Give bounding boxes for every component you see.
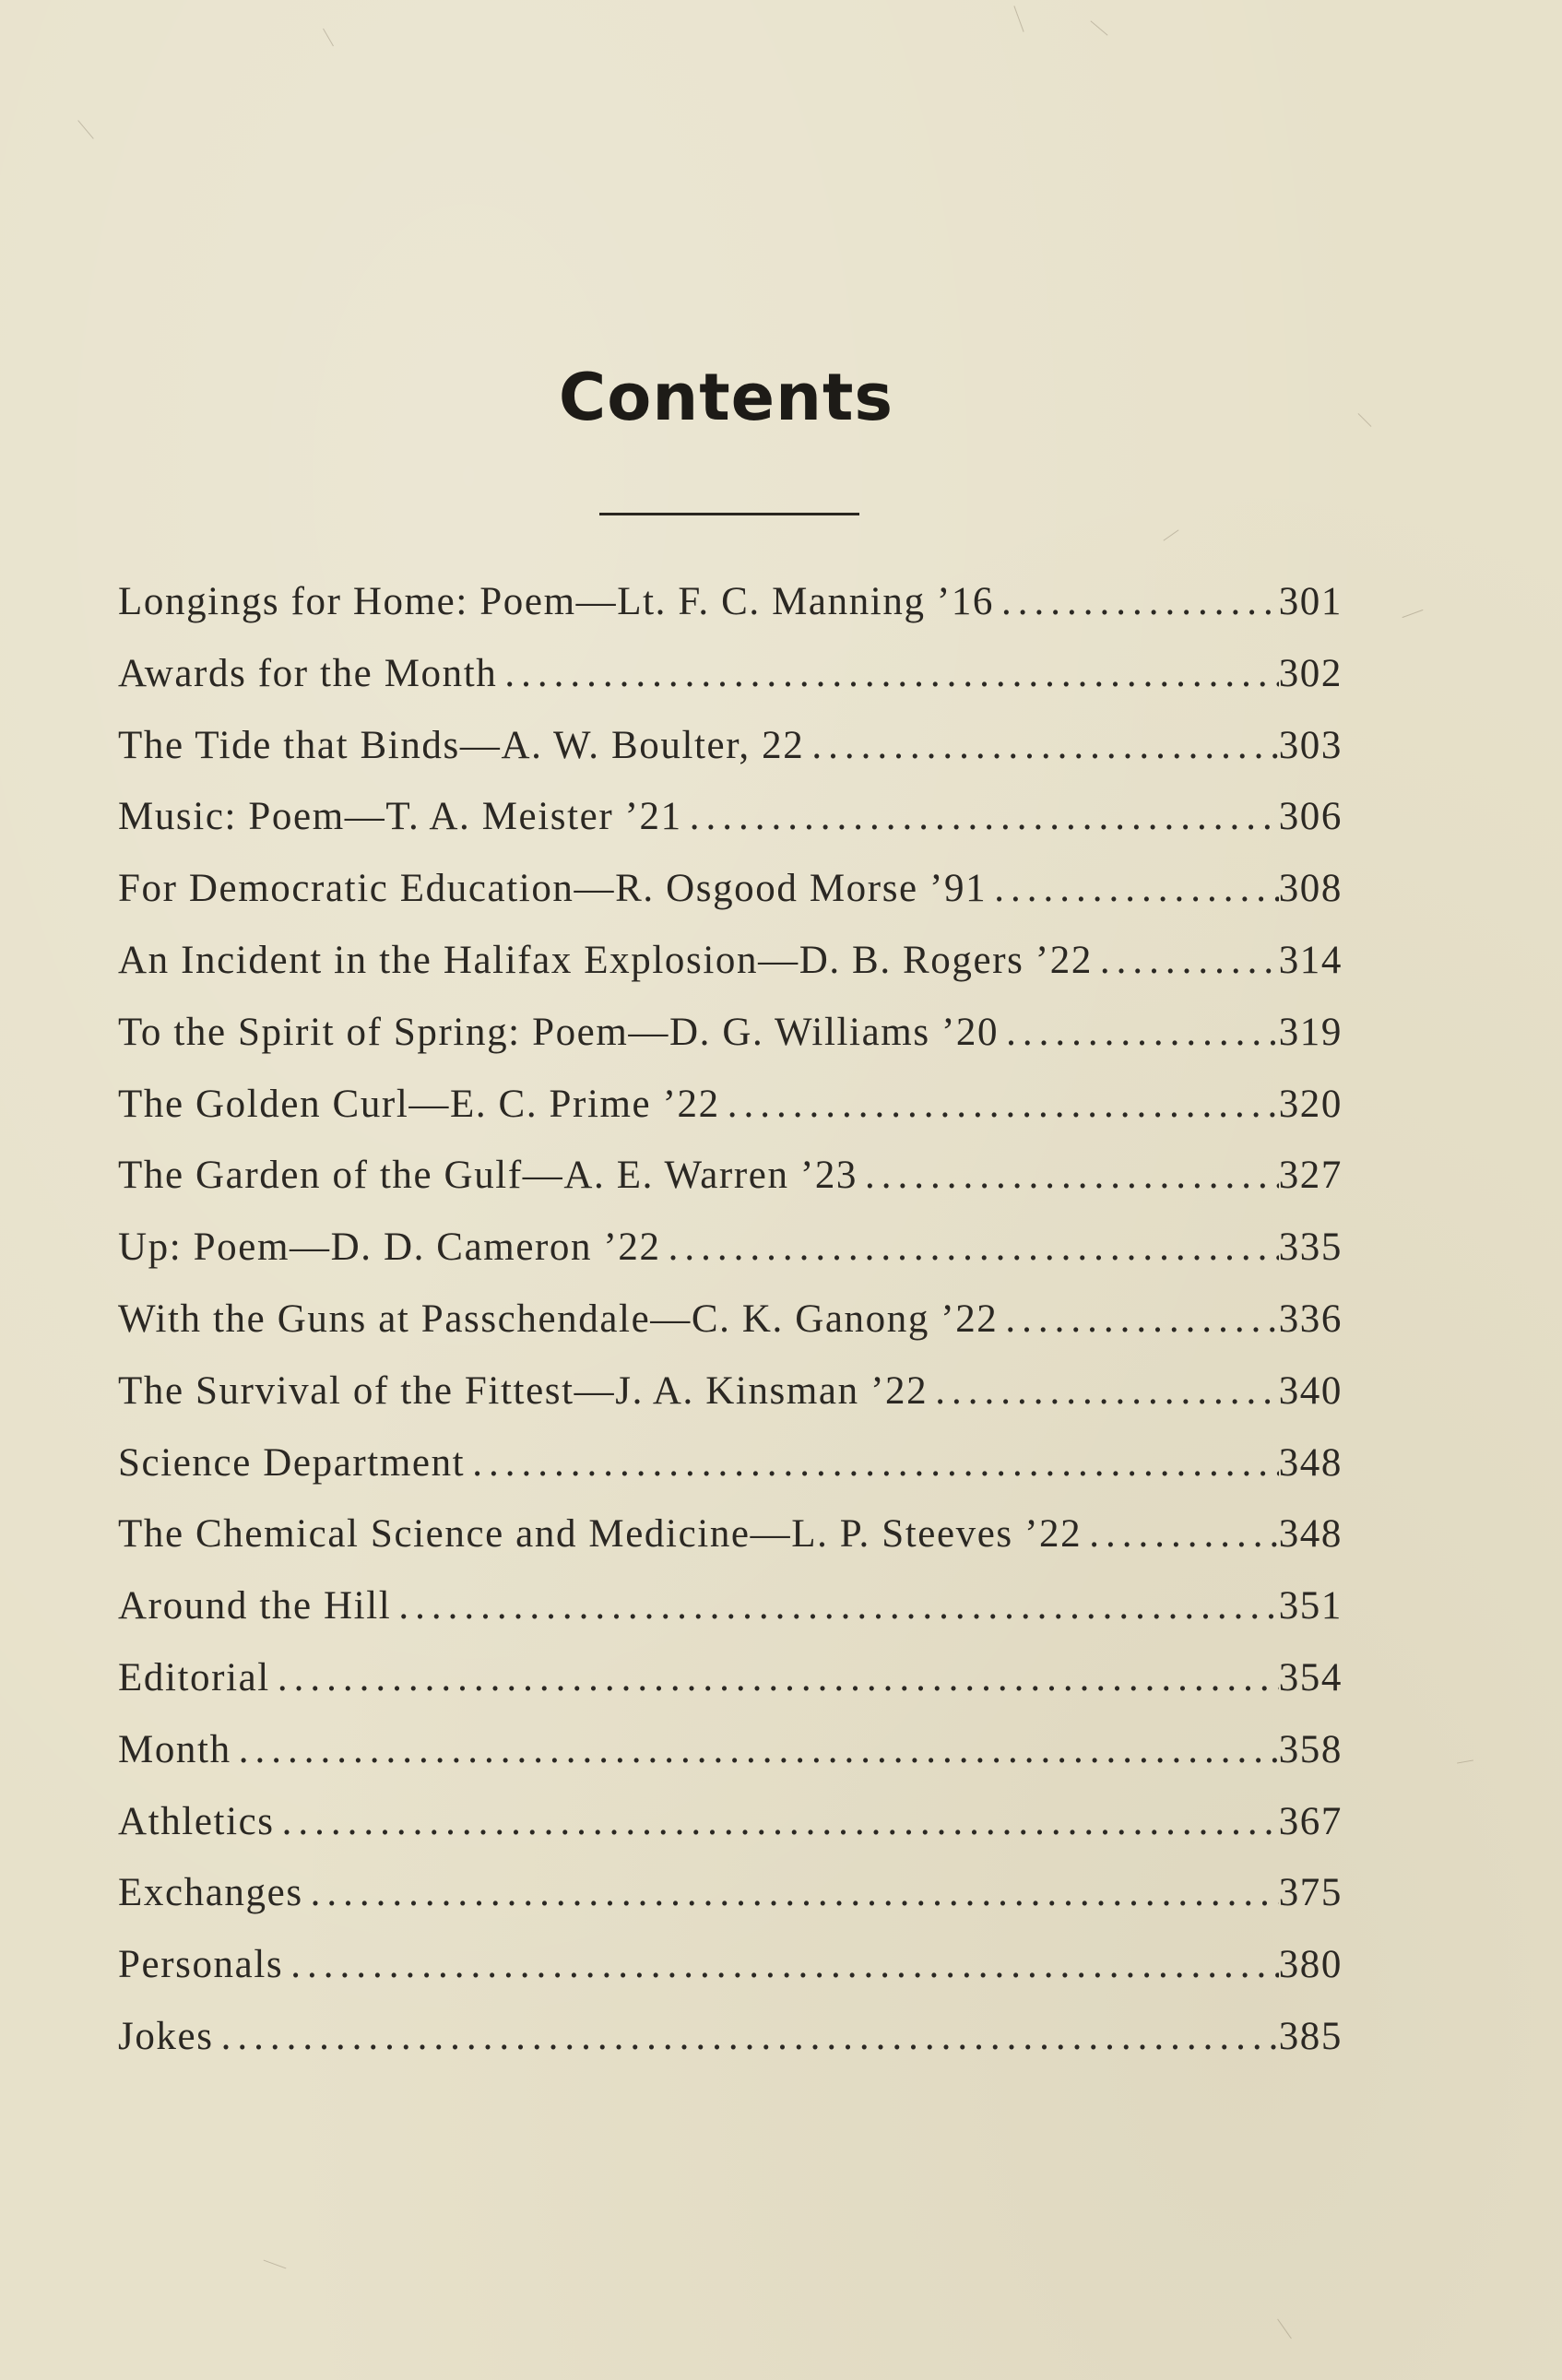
toc-entry-page: 367 [1278,1799,1343,1843]
toc-entry [118,1440,1343,1512]
toc-entry-page: 306 [1278,795,1343,839]
toc-entry-page: 335 [1278,1226,1343,1270]
toc-entry-title: The Survival of the Fittest—J. A. Kinsman ’22 [118,1368,929,1413]
dot-leader [231,1727,1279,1772]
dot-leader [987,866,1279,911]
toc-entry-title: With the Guns at Passchendale—C. K. Ganong ’22 [118,1297,999,1341]
toc-entry-title: An Incident in the Halifax Explosion—D. B. Rogers ’22 [118,938,1093,982]
dot-leader [1093,938,1279,983]
toc-entry [118,1870,1343,1942]
toc-entry-page: 340 [1278,1368,1343,1413]
toc-entry-page: 348 [1278,1512,1343,1557]
toc-entry-title: The Chemical Science and Medicine—L. P. Steeves ’22 [118,1512,1083,1557]
paper-fiber [323,29,334,47]
toc-entry [118,1942,1343,2014]
toc-entry-page: 308 [1278,867,1343,911]
toc-entry-page: 303 [1278,723,1343,767]
toc-entry [118,1368,1343,1440]
toc-entry-page: 301 [1278,580,1343,623]
toc-entry [118,938,1343,1010]
dot-leader [303,1870,1279,1915]
paper-fiber [1402,610,1424,618]
dot-leader [994,579,1279,624]
toc-entry-title: Longings for Home: Poem—Lt. F. C. Manning ’16 [118,580,995,623]
toc-entry [118,651,1343,723]
toc-entry-title: The Garden of the Gulf—A. E. Warren ’23 [118,1154,858,1198]
dot-leader [682,794,1279,839]
dot-leader [720,1082,1279,1127]
toc-entry [118,723,1343,795]
toc-entry-title: Exchanges [118,1871,303,1915]
dot-leader [998,1297,1278,1342]
toc-entry-title: Month [118,1727,231,1771]
toc-entry-page: 354 [1278,1655,1343,1699]
toc-entry-page: 314 [1278,938,1343,982]
paper-fiber [1277,2319,1292,2339]
toc-entry-page: 319 [1278,1010,1343,1054]
toc-entry-page: 336 [1278,1297,1343,1341]
dot-leader [275,1799,1279,1844]
dot-leader [858,1153,1279,1198]
toc-entry [118,1655,1343,1727]
toc-entry [118,1583,1343,1655]
toc-entry [118,1297,1343,1368]
toc-entry [118,2014,1343,2086]
toc-entry [118,1010,1343,1082]
page-title: Contents [558,360,894,435]
dot-leader [497,651,1278,696]
title-divider [599,513,859,515]
toc-entry-title: The Golden Curl—E. C. Prime ’22 [118,1082,720,1126]
toc-entry [118,1727,1343,1799]
toc-entry [118,866,1343,938]
toc-entry-title: Jokes [118,2014,214,2058]
dot-leader [928,1368,1279,1414]
dot-leader [465,1440,1278,1486]
toc-entry-title: The Tide that Binds—A. W. Boulter, 22 [118,723,805,767]
dot-leader [1082,1511,1278,1557]
toc-entry [118,1082,1343,1154]
table-of-contents [118,579,1343,2086]
toc-entry-page: 375 [1278,1871,1343,1915]
paper-fiber [1090,20,1107,35]
toc-entry [118,1799,1343,1871]
toc-entry-page: 358 [1278,1727,1343,1771]
toc-entry-title: Awards for the Month [118,651,498,695]
dot-leader [283,1942,1278,1987]
toc-entry-title: To the Spirit of Spring: Poem—D. G. Williams ’20 [118,1010,1000,1054]
toc-entry-title: Music: Poem—T. A. Meister ’21 [118,795,682,839]
toc-entry-title: Personals [118,1943,284,1987]
toc-entry-title: Around the Hill [118,1584,392,1628]
toc-entry [118,579,1343,651]
paper-fiber [264,2260,287,2269]
dot-leader [804,723,1278,768]
toc-entry-title: Up: Poem—D. D. Cameron ’22 [118,1226,661,1270]
dot-leader [270,1655,1279,1700]
toc-entry-page: 351 [1278,1584,1343,1628]
toc-entry-page: 320 [1278,1082,1343,1126]
toc-entry [118,794,1343,866]
toc-entry-page: 302 [1278,651,1343,695]
dot-leader [391,1583,1278,1628]
toc-entry-title: Editorial [118,1655,270,1699]
paper-fiber [1457,1759,1473,1763]
dot-leader [661,1225,1279,1270]
toc-entry-page: 380 [1278,1943,1343,1987]
dot-leader [999,1010,1279,1055]
toc-entry-page: 327 [1278,1154,1343,1198]
toc-entry [118,1225,1343,1297]
paper-fiber [1164,529,1179,540]
toc-entry-page: 385 [1278,2014,1343,2058]
paper-fiber [1013,6,1024,32]
toc-entry-title: For Democratic Education—R. Osgood Morse ’91 [118,867,988,911]
toc-entry-title: Athletics [118,1799,275,1843]
toc-entry-title: Science Department [118,1440,466,1485]
toc-entry-page: 348 [1278,1440,1343,1485]
paper-fiber [77,120,93,139]
dot-leader [214,2014,1279,2059]
toc-entry [118,1153,1343,1225]
toc-entry [118,1511,1343,1583]
